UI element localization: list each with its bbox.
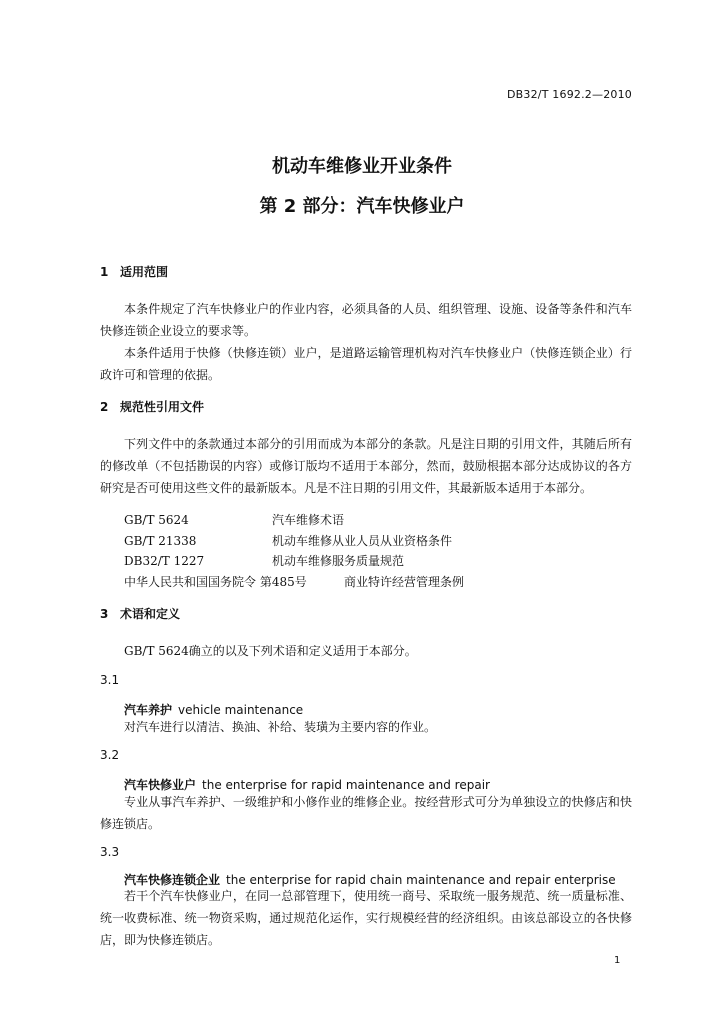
term-chinese: 汽车快修业户 [124,778,197,792]
section-2-paragraph: 下列文件中的条款通过本部分的引用而成为本部分的条款。凡是注日期的引用文件，其随后所有的修改单（不包括勘误的内容）或修订版均不适用于本部分，然而，鼓励根据本部分达成协议的各方研究是否可使用这些文件的最新版本。凡是不注日期的引用文件，其最新版本适用于本部分。 [100,437,632,495]
term-chinese: 汽车快修连锁企业 [124,873,221,887]
reference-title: 机动车维修从业人员从业资格条件 [272,533,453,548]
reference-title: 商业特许经营管理条例 [344,574,465,589]
reference-code: GB/T 5624 [124,513,189,527]
section-title: 规范性引用文件 [120,400,205,414]
reference-code: DB32/T 1227 [124,554,205,568]
document-subtitle: 第 2 部分：汽车快修业户 [259,196,465,217]
normative-references-list [124,510,464,592]
term-definition: 对汽车进行以清洁、换油、补给、装璜为主要内容的作业。 [124,720,437,734]
section-2-heading [100,398,204,415]
section-3-heading [100,605,180,622]
section-1-paragraph-2: 本条件适用于快修（快修连锁）业户，是道路运输管理机构对汽车快修业户（快修连锁企业）行政许可和管理的依据。 [100,346,632,382]
term-chinese: 汽车养护 [124,703,173,717]
reference-row [124,572,464,593]
section-number: 1 [100,265,109,279]
document-code: DB32/T 1692.2—2010 [506,88,632,101]
section-number: 2 [100,400,109,414]
term-number: 3.1 [100,673,120,687]
section-number: 3 [100,607,109,621]
term-english: vehicle maintenance [178,703,304,717]
term-number: 3.3 [100,845,120,859]
reference-row [124,510,464,531]
section-title: 术语和定义 [120,607,181,621]
section-3-intro: GB/T 5624确立的以及下列术语和定义适用于本部分。 [124,644,417,658]
term-english: the enterprise for rapid chain maintenance and repair enterprise [226,873,616,887]
reference-code: GB/T 21338 [124,533,197,548]
section-1-paragraph-1: 本条件规定了汽车快修业户的作业内容，必须具备的人员、组织管理、设施、设备等条件和汽车快修连锁企业设立的要求等。 [100,302,632,338]
term-english: the enterprise for rapid maintenance and repair [202,778,490,792]
reference-row [124,551,464,572]
section-1-heading [100,263,168,280]
reference-row [124,531,464,552]
reference-code: 中华人民共和国国务院令 第485号 [124,574,307,589]
reference-title: 汽车维修术语 [272,513,345,527]
term-number: 3.2 [100,748,120,762]
page-number: 1 [614,955,621,966]
document-title: 机动车维修业开业条件 [272,156,452,177]
section-title: 适用范围 [120,265,169,279]
term-definition: 专业从事汽车养护、一级维护和小修作业的维修企业。按经营形式可分为单独设立的快修店和快修连锁店。 [100,795,632,831]
term-definition: 若干个汽车快修业户，在同一总部管理下，使用统一商号、采取统一服务规范、统一质量标准、统一收费标准、统一物资采购，通过规范化运作，实行规模经营的经济组织。由该总部设立的各快修店，即为快修连锁店。 [100,889,632,947]
reference-title: 机动车维修服务质量规范 [272,554,405,568]
